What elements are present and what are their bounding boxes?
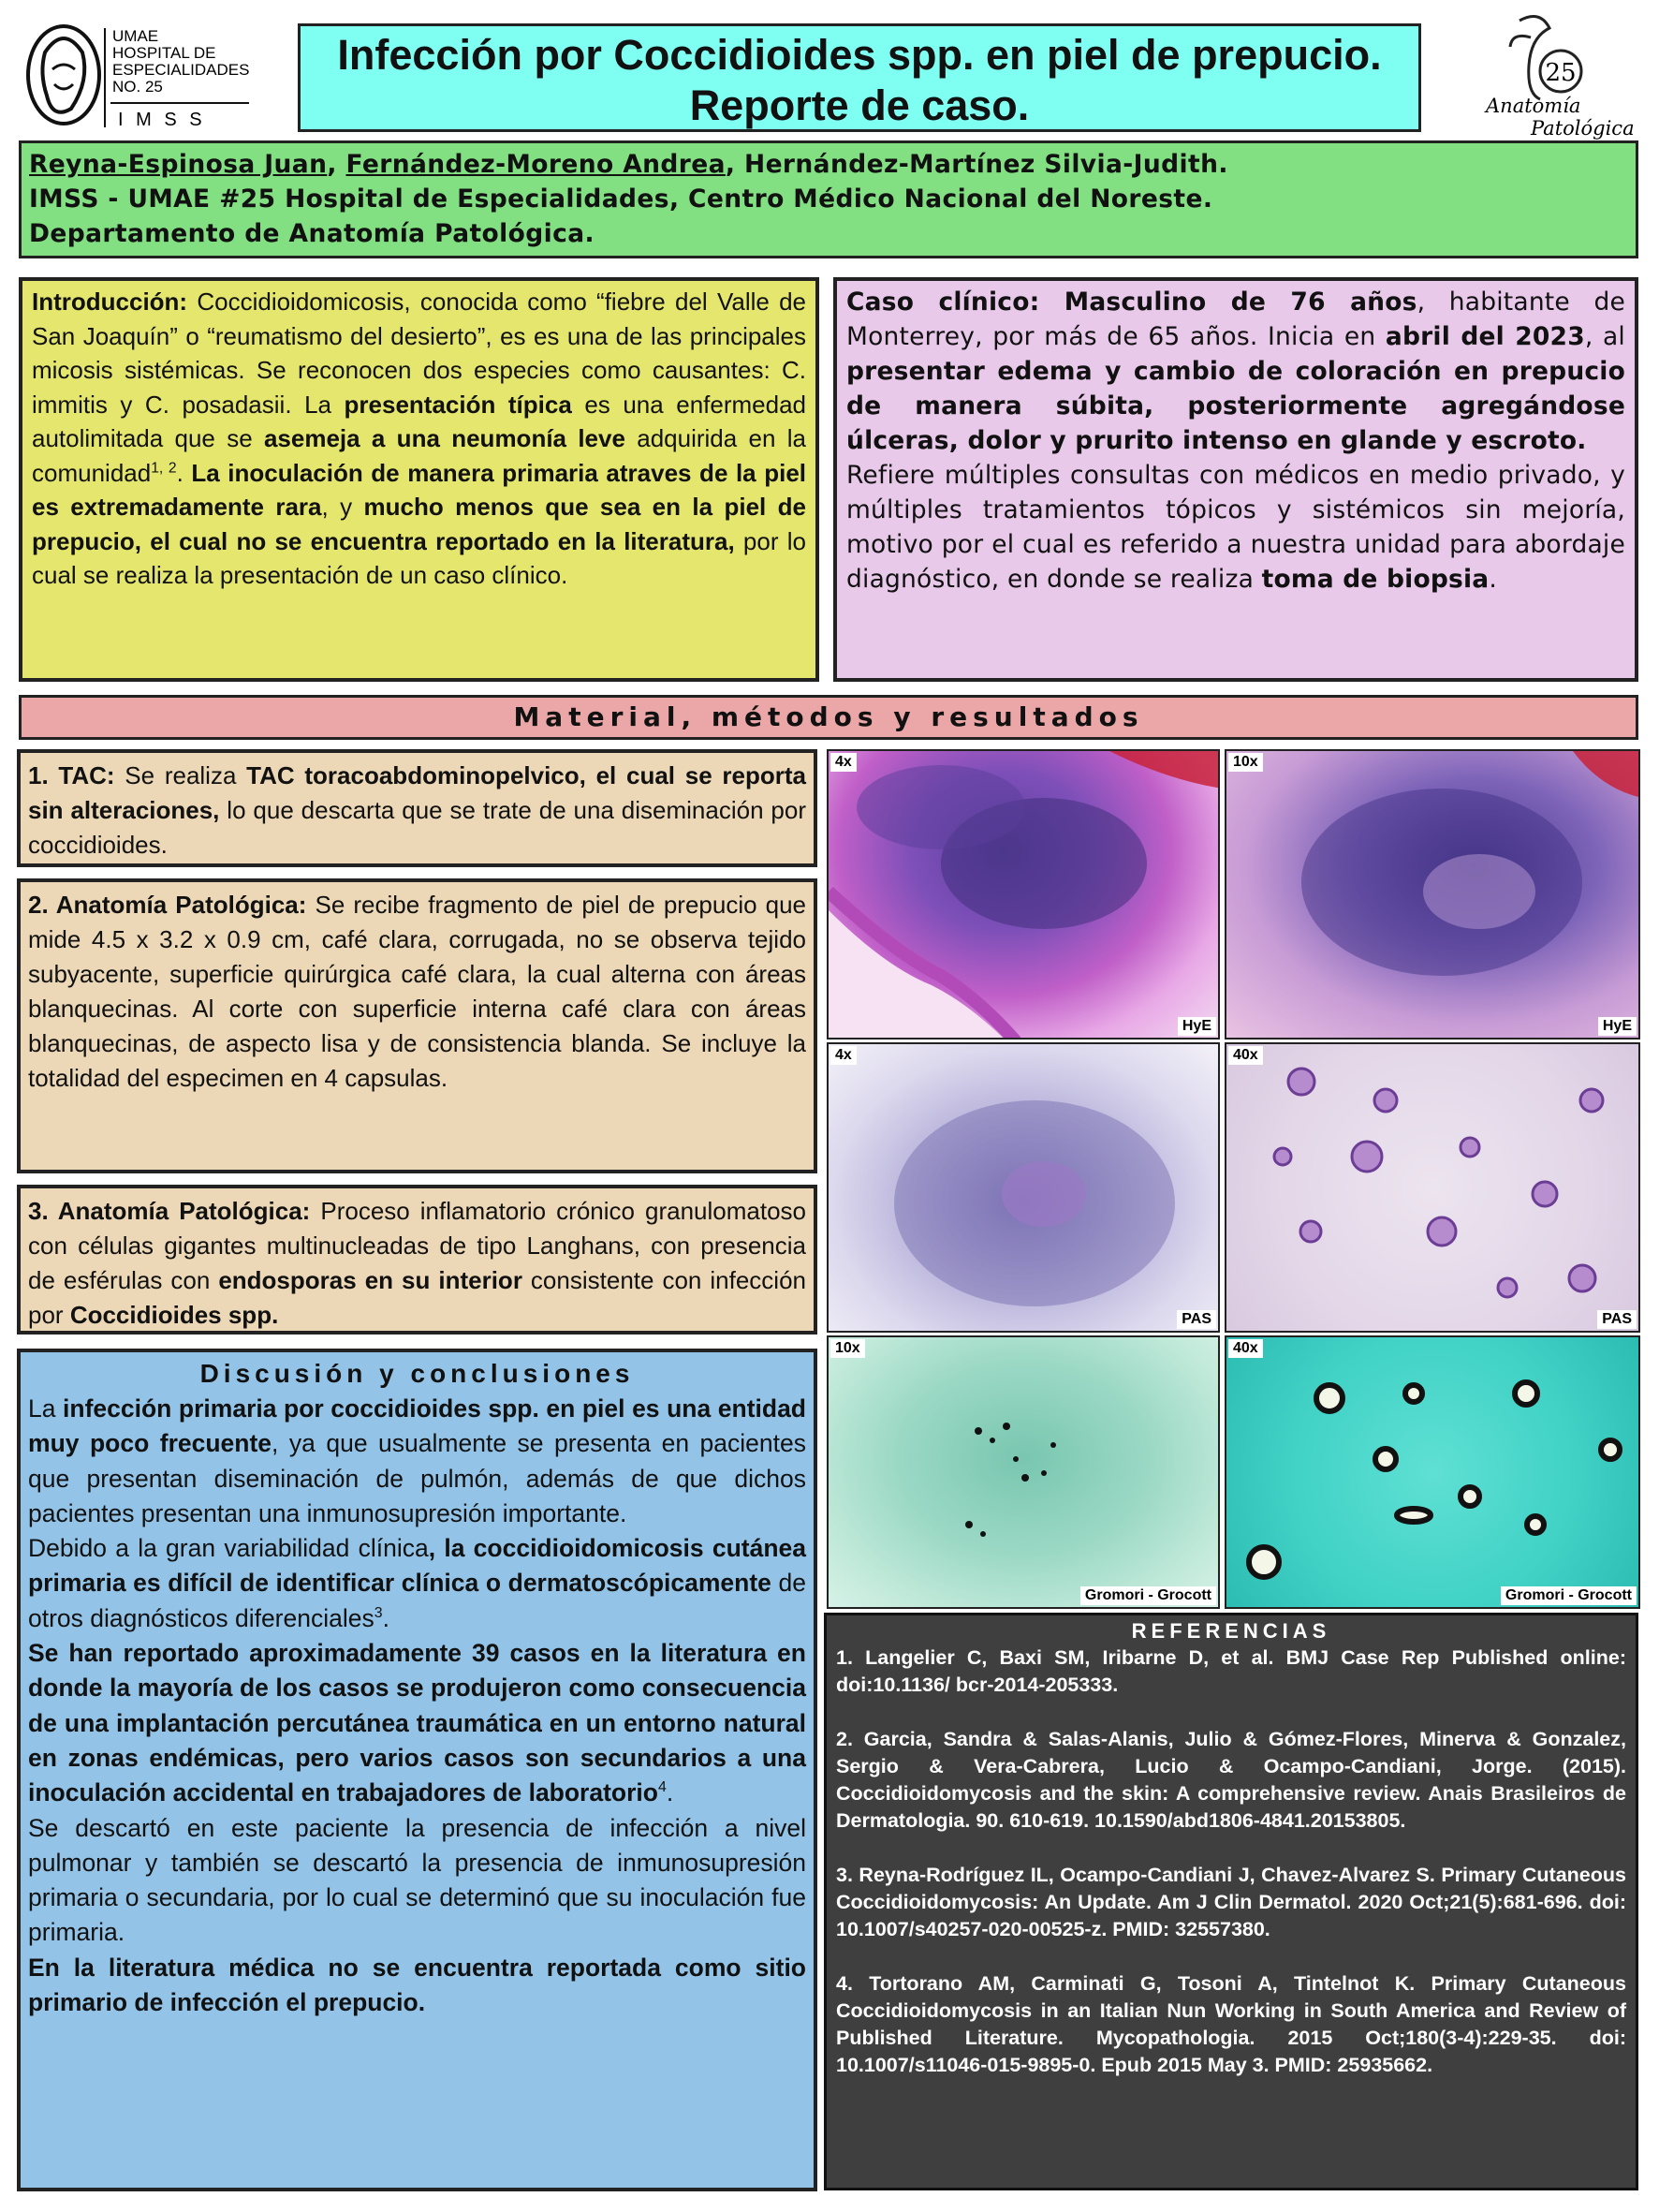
discussion-citation: 4 bbox=[657, 1779, 667, 1796]
discussion-text: Debido a la gran variabilidad clínica bbox=[28, 1534, 429, 1563]
poster-title: Infección por Coccidioides spp. en piel de prepucio. bbox=[337, 31, 1382, 79]
panel-magnification: 10x bbox=[1228, 753, 1263, 772]
micrograph-pas-40x-texture bbox=[1226, 1044, 1640, 1333]
discussion-paragraph-3 bbox=[28, 1636, 806, 1810]
case-text: . bbox=[1489, 565, 1497, 594]
panel-magnification: 4x bbox=[830, 1046, 857, 1065]
tac-box bbox=[17, 749, 817, 867]
panel-stain: HyE bbox=[1178, 1017, 1216, 1036]
micrograph-he-4x-texture bbox=[829, 751, 1220, 1040]
discussion-heading: Discusión y conclusiones bbox=[199, 1359, 635, 1388]
micrograph-grocott-40x bbox=[1225, 1335, 1640, 1609]
intro-citation: 1, 2 bbox=[151, 459, 177, 476]
micrograph-pas-4x bbox=[827, 1042, 1220, 1333]
case-text-bold: toma de biopsia bbox=[1261, 565, 1490, 594]
micrograph-pas-4x-texture bbox=[829, 1044, 1220, 1333]
case-text: , habitante de Monterrey, por más de 65 años. Inicia en bbox=[846, 288, 1625, 351]
discussion-text: , ya que usualmente se presenta en pacientes que presentan diseminación de pulmón, además de que dichos pacientes presentan una inmunosupresión importante. bbox=[28, 1429, 806, 1527]
author-3: Hernández-Martínez Silvia-Judith bbox=[743, 150, 1219, 179]
pathology-micro-box bbox=[17, 1185, 817, 1335]
intro-text: adquirida en la comunidad bbox=[32, 424, 806, 487]
micrograph-grocott-10x bbox=[827, 1335, 1220, 1609]
case-text-bold: abril del 2023 bbox=[1385, 322, 1585, 351]
logo-number: 25 bbox=[1545, 59, 1577, 87]
panel-stain: HyE bbox=[1598, 1017, 1637, 1036]
reference-item: 2. Garcia, Sandra & Salas-Alanis, Julio & Gómez-Flores, Minerva & Gonzalez, Sergio & Vera-Cabrera, Lucio & Ocampo-Candiani, Jorge. (2015). Coccidioidomycosis and the skin: A comprehensive review. Anais Brasileiros de Dermatologia. 90. 610-619. 10.1590/abd1806-4841.20153805. bbox=[836, 1728, 1626, 1832]
discussion-box bbox=[17, 1349, 817, 2191]
intro-text: , y bbox=[321, 493, 364, 521]
pathology-gross-text: Se recibe fragmento de piel de prepucio que mide 4.5 x 3.2 x 0.9 cm, café clara, corrugada, no se observa tejido subyacente, superficie quirúrgica café clara, la cual alterna con áreas blanquecinas. Al corte con superficie interna café clara con áreas blanquecinas, de aspecto lisa y de consistencia blanda. Se incluye la totalidad del especimen en 4 capsulas. bbox=[28, 891, 806, 1092]
case-heading: Caso clínico: Masculino de 76 años bbox=[846, 288, 1417, 317]
pathology-logo bbox=[1475, 9, 1638, 140]
discussion-text-bold: En la literatura médica no se encuentra reportada como sitio primario de infección el prepucio. bbox=[28, 1953, 806, 2017]
panel-magnification: 40x bbox=[1228, 1046, 1263, 1065]
micrograph-grocott-10x-texture bbox=[829, 1337, 1220, 1609]
tac-text-bold: TAC toracoabdominopelvico, el cual se reporta sin alteraciones, bbox=[28, 761, 806, 824]
case-text: Refiere múltiples consultas con médicos en medio privado, y múltiples tratamientos tópicos y sistémicos sin mejoría, motivo por el cual es referido a nuestra unidad para abordaje diagnóstico, en donde se realiza bbox=[846, 461, 1625, 594]
pathology-emblem-icon bbox=[1475, 9, 1638, 140]
tac-text: lo que descarta que se trate de una diseminación por coccidioides. bbox=[28, 796, 806, 859]
poster-subtitle: Reporte de caso. bbox=[689, 81, 1030, 129]
intro-text-bold: presentación típica bbox=[344, 390, 572, 419]
case-text: , al bbox=[1584, 322, 1625, 351]
panel-stain: Gromori - Grocott bbox=[1080, 1586, 1216, 1605]
hospital-emblem-icon bbox=[24, 15, 258, 137]
case-paragraph-2 bbox=[846, 458, 1625, 597]
discussion-paragraph-5 bbox=[28, 1951, 806, 2021]
logo-line-2: HOSPITAL DE bbox=[112, 44, 216, 62]
discussion-text-bold: , la coccidioidomicosis cutánea primaria es difícil de identificar clínica o dermatoscópicamente bbox=[28, 1534, 806, 1598]
authors-line bbox=[29, 147, 1628, 182]
references-box bbox=[824, 1613, 1638, 2190]
reference-item: 4. Tortorano AM, Carminati G, Tosoni A, Tintelnot K. Primary Cutaneous Coccidioidomycosis in an Italian Nun Working in South America and Review of Published Literature. Mycopathologia. 2015 Oct;180(3-4):229-35. doi: 10.1007/s11046-015-9895-0. Epub 2015 May 3. PMID: 25935662. bbox=[836, 1972, 1626, 2076]
discussion-text-bold: infección primaria por coccidioides spp. en piel es una entidad muy poco frecuente bbox=[28, 1394, 806, 1458]
intro-text-bold: mucho menos que sea en la piel de prepucio, el cual no se encuentra reportado en la literatura, bbox=[32, 493, 806, 555]
pathology-gross-heading: 2. Anatomía Patológica: bbox=[28, 891, 307, 919]
panel-magnification: 40x bbox=[1228, 1339, 1263, 1358]
panel-stain: PAS bbox=[1177, 1310, 1216, 1329]
case-paragraph-1 bbox=[846, 285, 1625, 458]
introduction-box bbox=[19, 277, 819, 682]
panel-stain: PAS bbox=[1597, 1310, 1637, 1329]
author-2: Fernández-Moreno Andrea bbox=[345, 150, 726, 179]
pathology-micro-text: consistente con infección por bbox=[28, 1266, 806, 1329]
author-sep: , bbox=[327, 150, 346, 179]
references-heading: REFERENCIAS bbox=[1131, 1619, 1331, 1643]
intro-text: Coccidioidomicosis, conocida como “fiebre del Valle de San Joaquín” o “reumatismo del desierto”, es es una de las principales micosis sistémicas. Se reconocen dos especies como causantes: C. immitis y C. posadasii. La bbox=[32, 288, 806, 419]
micrograph-he-10x-texture bbox=[1226, 751, 1640, 1040]
intro-text-bold: La inoculación de manera primaria atraves de la piel es extremadamente rara bbox=[32, 458, 806, 521]
discussion-text: de otros diagnósticos diferenciales bbox=[28, 1569, 806, 1632]
logo-line-1: UMAE bbox=[112, 27, 159, 45]
intro-text: . bbox=[176, 458, 192, 487]
department-line: Departamento de Anatomía Patológica. bbox=[29, 219, 595, 248]
discussion-text-bold: Se han reportado aproximadamente 39 casos en la literatura en donde la mayoría de los casos se produjeron como consecuencia de una implantación percutánea traumática en un entorno natural en zonas endémicas, pero varios casos son secundarios a una inoculación accidental en trabajadores de laboratorio bbox=[28, 1639, 806, 1807]
discussion-paragraph-1 bbox=[28, 1392, 806, 1531]
poster-title-box bbox=[298, 23, 1421, 132]
discussion-text: . bbox=[666, 1778, 674, 1807]
discussion-text: . bbox=[382, 1603, 389, 1632]
case-text-bold: presentar edema y cambio de coloración en prepucio de manera súbita, posteriormente agregándose úlceras, dolor y prurito intenso en glande y escroto. bbox=[846, 357, 1625, 455]
tac-text: Se realiza bbox=[114, 761, 247, 789]
hospital-logo bbox=[24, 15, 258, 137]
logo-line-4: NO. 25 bbox=[112, 78, 163, 96]
author-1: Reyna-Espinosa Juan bbox=[29, 150, 328, 179]
discussion-paragraph-2 bbox=[28, 1531, 806, 1636]
tac-heading: 1. TAC: bbox=[28, 761, 115, 789]
micrograph-he-4x bbox=[827, 749, 1220, 1040]
panel-stain: Gromori - Grocott bbox=[1501, 1586, 1637, 1605]
reference-item: 1. Langelier C, Baxi SM, Iribarne D, et al. BMJ Case Rep Published online: doi:10.1136/ bcr-2014-205333. bbox=[836, 1646, 1626, 1696]
panel-magnification: 10x bbox=[830, 1339, 865, 1358]
authors-box bbox=[19, 140, 1638, 258]
authors-end: . bbox=[1218, 150, 1228, 179]
discussion-paragraph-4: Se descartó en este paciente la presencia de infección a nivel pulmonar y también se descartó la presencia de inmunosupresión primaria o secundaria, por lo cual se determinó que su inoculación fue primaria. bbox=[28, 1813, 806, 1947]
intro-text: por lo cual se realiza la presentación de un caso clínico. bbox=[32, 526, 806, 589]
case-report-box bbox=[833, 277, 1638, 682]
panel-magnification: 4x bbox=[830, 753, 857, 772]
institution-line: IMSS - UMAE #25 Hospital de Especialidades, Centro Médico Nacional del Noreste. bbox=[29, 184, 1213, 214]
intro-text-bold: asemeja a una neumonía leve bbox=[263, 424, 625, 452]
logo-word-1: Anatomía bbox=[1486, 95, 1581, 117]
discussion-text: La bbox=[28, 1394, 64, 1423]
author-sep: , bbox=[725, 150, 744, 179]
discussion-citation: 3 bbox=[374, 1604, 383, 1621]
pathology-gross-box bbox=[17, 878, 817, 1173]
methods-section-heading: Material, métodos y resultados bbox=[19, 695, 1638, 740]
pathology-micro-text-bold: endosporas en su interior bbox=[218, 1266, 522, 1294]
micrograph-he-10x bbox=[1225, 749, 1640, 1040]
pathology-micro-text: Proceso inflamatorio crónico granulomatoso con células gigantes multinucleadas de tipo Langhans, con presencia de esférulas con bbox=[28, 1197, 806, 1294]
logo-line-3: ESPECIALIDADES bbox=[112, 61, 250, 79]
micrograph-pas-40x bbox=[1225, 1042, 1640, 1333]
micrograph-grocott-40x-texture bbox=[1226, 1337, 1640, 1609]
intro-heading: Introducción: bbox=[32, 288, 188, 316]
logo-word-2: Patológica bbox=[1531, 117, 1635, 140]
logo-line-5: I M S S bbox=[118, 110, 206, 130]
pathology-micro-heading: 3. Anatomía Patológica: bbox=[28, 1197, 311, 1225]
intro-text: es una enfermedad autolimitada que se bbox=[32, 390, 806, 452]
reference-item: 3. Reyna-Rodríguez IL, Ocampo-Candiani J, Chavez-Alvarez S. Primary Cutaneous Coccidioidomycosis: An Update. Am J Clin Dermatol. 2020 Oct;21(5):681-696. doi: 10.1007/s40257-020-00525-z. PMID: 32557380. bbox=[836, 1864, 1626, 1940]
pathology-micro-text-bold: Coccidioides spp. bbox=[69, 1301, 279, 1329]
